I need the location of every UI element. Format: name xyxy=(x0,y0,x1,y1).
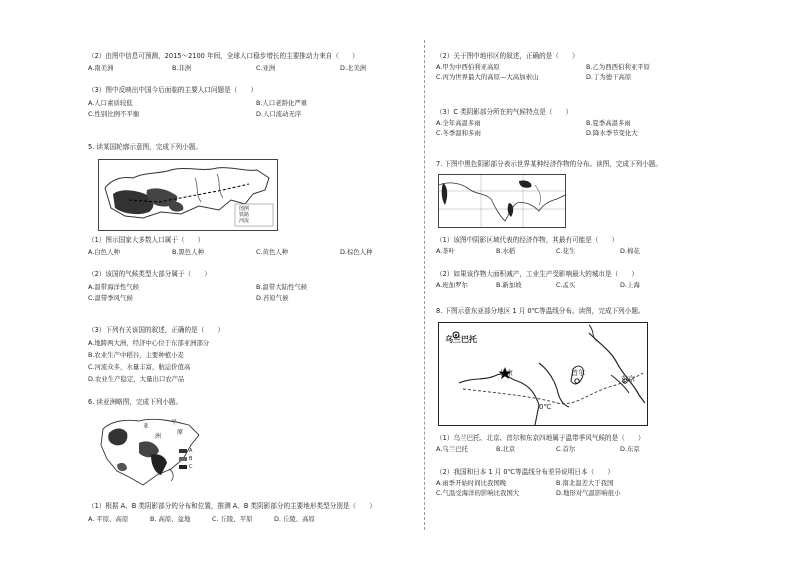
question-intro: 6. 读亚洲略图，完成下列小题。 xyxy=(88,398,183,406)
country-map-graphic xyxy=(99,160,277,230)
option[interactable]: A.甲为中西伯利亚高原 xyxy=(436,63,500,71)
question-stem: （2）由图中信息可预测，2015～2100 年间，全球人口稳步增长的主要推动力来自（ ） xyxy=(88,52,359,60)
option[interactable]: C.丙为世界最大的高原—大高加索山 xyxy=(436,73,539,81)
label-beijing: 北京 xyxy=(499,369,513,377)
question-stem: （2）关于图中地形区的叙述，正确的是（ ） xyxy=(436,52,579,60)
option[interactable]: B.非洲 xyxy=(172,64,192,72)
option[interactable]: A.人口素质较低 xyxy=(88,99,133,107)
legend-river: 河流 xyxy=(239,218,250,224)
option[interactable]: B.水稻 xyxy=(496,247,516,255)
option[interactable]: C.黄色人种 xyxy=(256,248,289,256)
option[interactable]: A.班加罗尔 xyxy=(436,281,468,289)
country-outline-map xyxy=(98,159,278,231)
question-intro: 7. 下图中黑色阴影部分表示世界某种经济作物的分布。读图，完成下列小题。 xyxy=(436,160,662,168)
option[interactable]: B.黑色人种 xyxy=(172,248,204,256)
option[interactable]: A.全年高温多雨 xyxy=(436,119,481,127)
label-seoul: 首尔 xyxy=(571,369,585,377)
crop-distribution-map xyxy=(438,174,566,228)
option[interactable]: D.棉花 xyxy=(620,247,640,255)
option[interactable]: C.冬季温和多雨 xyxy=(436,129,481,137)
legend-railway: 铁路 xyxy=(239,212,250,218)
map-label-ping: 平 xyxy=(171,419,178,426)
map-label-ya: 亚 xyxy=(143,423,150,430)
option[interactable]: A.南美洲 xyxy=(88,64,114,72)
option[interactable]: D.苔原气候 xyxy=(256,294,289,302)
legend-c: C xyxy=(189,464,193,470)
option[interactable]: D.棕色人种 xyxy=(340,248,373,256)
option[interactable]: A.乌兰巴托 xyxy=(436,445,468,453)
map-label-yuan: 原 xyxy=(177,429,184,436)
question-stem: （3）图中反映出中国今后面临的主要人口问题是（ ） xyxy=(88,86,258,94)
option[interactable]: D.丁为德干高原 xyxy=(586,73,632,81)
option[interactable]: B.乙为西西伯利亚平原 xyxy=(586,63,650,71)
option[interactable]: B.北京 xyxy=(496,445,516,453)
option[interactable]: B.新加坡 xyxy=(496,281,522,289)
option[interactable]: D. 丘陵、高原 xyxy=(274,515,315,523)
label-ulaanbaatar: 乌兰巴托 xyxy=(445,335,477,344)
question-intro: 8. 下图示意东亚部分地区 1 月 0℃等温线分布。读图，完成下列小题。 xyxy=(436,307,645,315)
option[interactable]: D.地形对气温影响很小 xyxy=(556,489,621,497)
option[interactable]: A.茶叶 xyxy=(436,247,456,255)
asia-map xyxy=(98,414,204,492)
option[interactable]: C.气温受海洋的影响比我国大 xyxy=(436,489,520,497)
column-divider xyxy=(424,40,425,530)
label-tokyo: 东京 xyxy=(621,375,635,383)
legend-b: B xyxy=(189,456,193,462)
question-intro: 5. 读某国轮廓示意图，完成下列小题。 xyxy=(88,143,202,151)
label-isotherm: 0℃ xyxy=(539,403,552,411)
legend-a: A xyxy=(189,448,193,454)
question-stem: （2）我国和日本 1 月 0℃等温线分布差异说明日本（ ） xyxy=(436,468,614,476)
east-asia-isotherm-map xyxy=(438,322,648,426)
question-stem: （3）下列有关该国的叙述，正确的是（ ） xyxy=(88,326,225,334)
option[interactable]: C.河流众多，水量丰富，航运价值高 xyxy=(88,363,191,371)
option[interactable]: C.亚洲 xyxy=(256,64,276,72)
option[interactable]: B.农业生产中稻谷，主要种植小麦 xyxy=(88,351,184,359)
map-label-zhou: 洲 xyxy=(155,433,162,440)
option[interactable]: C.温带季风气候 xyxy=(88,294,133,302)
legend-title: 图例 xyxy=(239,206,250,212)
option[interactable]: A.白色人种 xyxy=(88,248,120,256)
option[interactable]: D.北美洲 xyxy=(340,64,367,72)
option[interactable]: D.农业生产稳定，大量出口农产品 xyxy=(88,375,185,383)
option[interactable]: B.南北温差大于我国 xyxy=(556,479,614,487)
option[interactable]: D.东京 xyxy=(620,445,640,453)
option[interactable]: B.夏季高温多雨 xyxy=(586,119,631,127)
crop-map-graphic xyxy=(439,175,565,227)
option[interactable]: D.上海 xyxy=(620,281,640,289)
option[interactable]: B. 高原、盆地 xyxy=(150,515,191,523)
option[interactable]: D.人口流动无序 xyxy=(256,110,302,118)
question-stem: （2）该国的气候类型大部分属于（ ） xyxy=(88,270,211,278)
option[interactable]: C. 丘陵、平原 xyxy=(212,515,253,523)
option[interactable]: A.雨季开始时间比我国晚 xyxy=(436,479,507,487)
question-stem: （3）C 类阴影部分所在的气候特点是（ ） xyxy=(436,108,573,116)
question-stem: （2）如果该作物大面积减产，工业生产受影响最大的城市是（ ） xyxy=(436,270,639,278)
option[interactable]: C.首尔 xyxy=(556,445,576,453)
asia-map-graphic xyxy=(99,415,203,491)
option[interactable]: A.温带海洋性气候 xyxy=(88,283,140,291)
question-stem: （1）图示国家大多数人口属于（ ） xyxy=(88,236,205,244)
option[interactable]: C.花生 xyxy=(556,247,576,255)
option[interactable]: D.降水季节变化大 xyxy=(586,129,638,137)
option[interactable]: C.性别比例不平衡 xyxy=(88,110,140,118)
option[interactable]: A.地跨两大洲，经济中心位于东部亚洲部分 xyxy=(88,339,210,347)
option[interactable]: B.人口老龄化严重 xyxy=(256,99,308,107)
question-stem: （1）根据 A、B 类阴影部分的分布和位置，推测 A、B 类阴影部分的主要地形类型分别是（ ） xyxy=(88,502,376,510)
question-stem: （1）乌兰巴托、北京、首尔和东京四地属于温带季风气候的是（ ） xyxy=(436,434,645,442)
option[interactable]: A. 平原、高原 xyxy=(88,515,129,523)
option[interactable]: C.孟买 xyxy=(556,281,576,289)
question-stem: （1）该图中阴影区域代表的经济作物，其最有可能是（ ） xyxy=(436,236,619,244)
option[interactable]: B.温带大陆性气候 xyxy=(256,283,308,291)
